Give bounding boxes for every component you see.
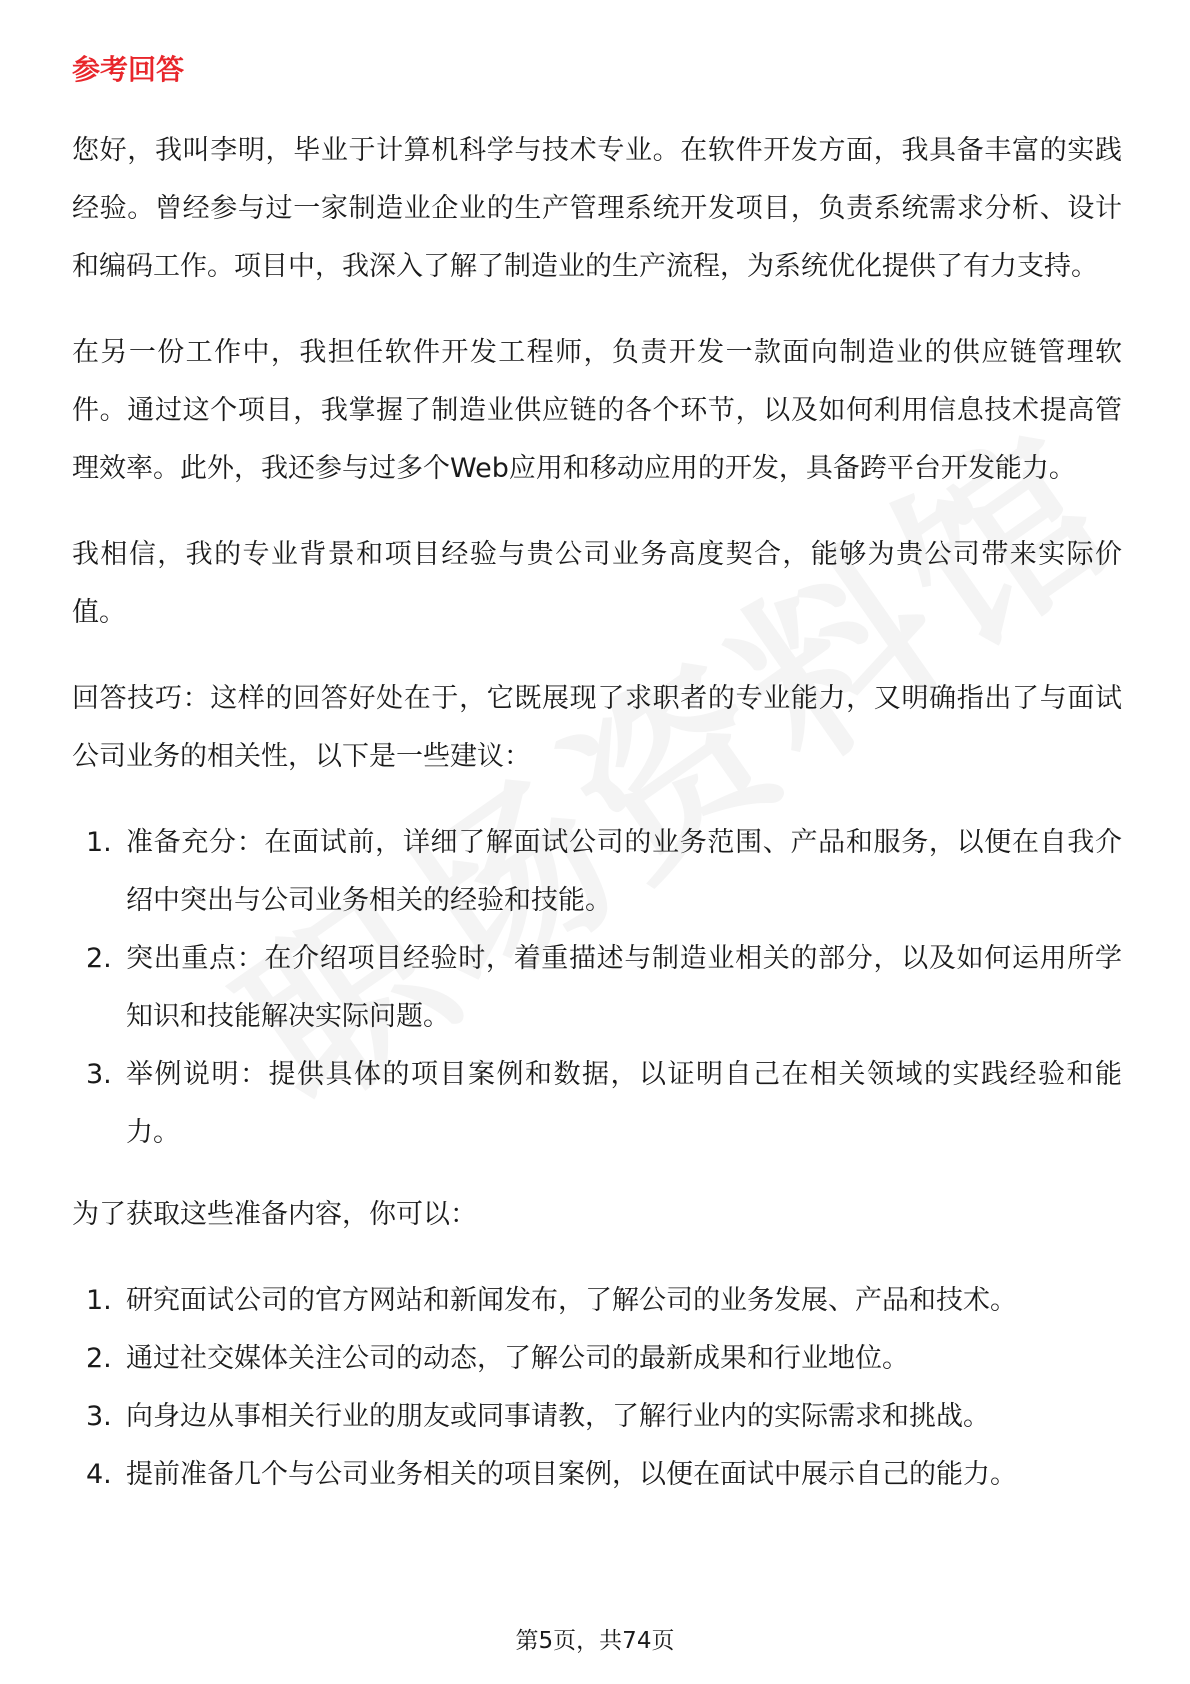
list-item <box>72 814 1122 930</box>
list-item <box>72 1330 1122 1388</box>
list-item-text: 举例说明：提供具体的项目案例和数据，以证明自己在相关领域的实践经验和能力。 <box>126 1059 1122 1148</box>
answer-paragraph-1: 您好，我叫李明，毕业于计算机科学与技术专业。在软件开发方面，我具备丰富的实践经验。曾经参与过一家制造业企业的生产管理系统开发项目，负责系统需求分析、设计和编码工作。项目中，我深入了解了制造业的生产流程，为系统优化提供了有力支持。 <box>72 135 1122 282</box>
list-number: 1. <box>86 1285 112 1316</box>
page-number-footer: 第5页，共74页 <box>515 1628 675 1654</box>
prep-list <box>72 1272 1122 1504</box>
tips-list <box>72 814 1122 1162</box>
list-item-text: 准备充分：在面试前，详细了解面试公司的业务范围、产品和服务，以便在自我介绍中突出与公司业务相关的经验和技能。 <box>126 827 1122 916</box>
answer-paragraph-2: 在另一份工作中，我担任软件开发工程师，负责开发一款面向制造业的供应链管理软件。通过这个项目，我掌握了制造业供应链的各个环节，以及如何利用信息技术提高管理效率。此外，我还参与过多个Web应用和移动应用的开发，具备跨平台开发能力。 <box>72 337 1122 484</box>
list-item <box>72 930 1122 1046</box>
list-item-text: 突出重点：在介绍项目经验时，着重描述与制造业相关的部分，以及如何运用所学知识和技能解决实际问题。 <box>126 943 1122 1032</box>
list-item-text: 向身边从事相关行业的朋友或同事请教，了解行业内的实际需求和挑战。 <box>126 1401 990 1432</box>
list-number: 3. <box>86 1059 112 1090</box>
list-item <box>72 1272 1122 1330</box>
list-number: 1. <box>86 827 112 858</box>
tips-intro-paragraph: 回答技巧：这样的回答好处在于，它既展现了求职者的专业能力，又明确指出了与面试公司业务的相关性，以下是一些建议： <box>72 683 1122 772</box>
list-item <box>72 1046 1122 1162</box>
list-number: 2. <box>86 1343 112 1374</box>
prep-intro-paragraph: 为了获取这些准备内容，你可以： <box>72 1199 477 1230</box>
section-heading: 参考回答 <box>72 53 185 86</box>
list-item-text: 研究面试公司的官方网站和新闻发布，了解公司的业务发展、产品和技术。 <box>126 1285 1017 1316</box>
list-item <box>72 1388 1122 1446</box>
list-item-text: 提前准备几个与公司业务相关的项目案例，以便在面试中展示自己的能力。 <box>126 1459 1017 1490</box>
answer-paragraph-3: 我相信，我的专业背景和项目经验与贵公司业务高度契合，能够为贵公司带来实际价值。 <box>72 539 1122 628</box>
list-number: 4. <box>86 1459 112 1490</box>
document-page <box>72 50 1122 1528</box>
list-number: 3. <box>86 1401 112 1432</box>
list-item <box>72 1446 1122 1504</box>
list-item-text: 通过社交媒体关注公司的动态，了解公司的最新成果和行业地位。 <box>126 1343 909 1374</box>
list-number: 2. <box>86 943 112 974</box>
